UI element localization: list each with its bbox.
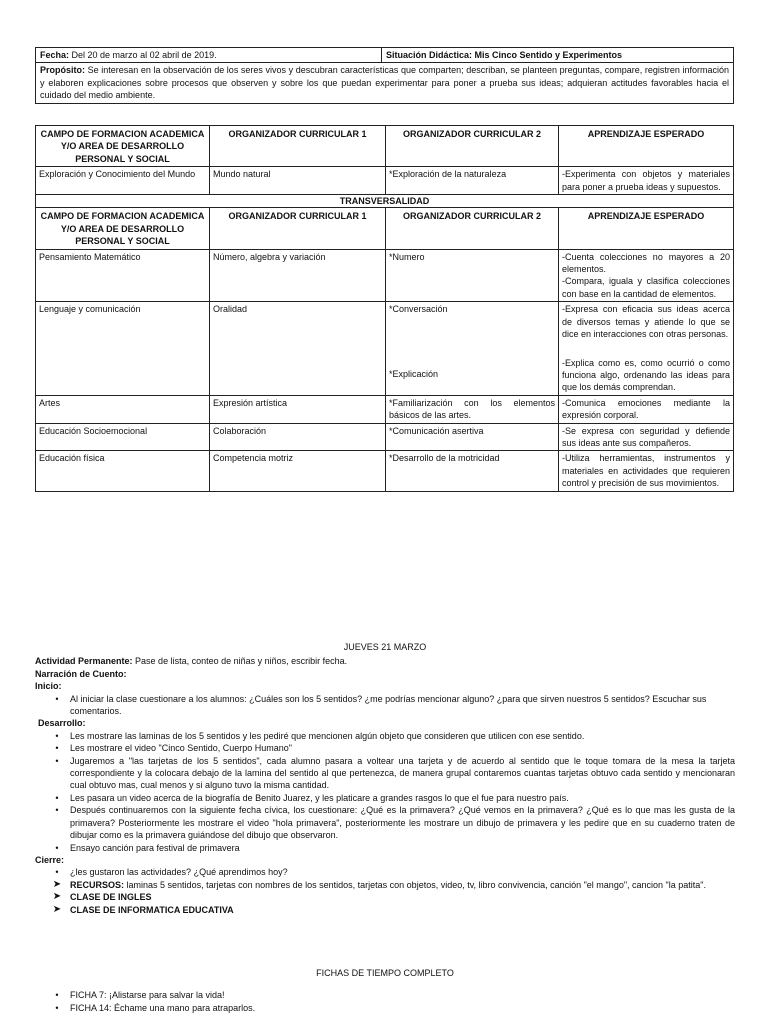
transversalidad-row xyxy=(36,195,734,208)
fecha-cell xyxy=(36,48,382,63)
bullet-dot-icon: • xyxy=(55,990,59,1001)
table-header-row xyxy=(36,208,734,249)
bullet-dot-icon: • xyxy=(55,792,59,803)
aprendizaje-cell: -Comunica emociones mediante la expresión corporal. xyxy=(559,395,734,423)
narracion-label: Narración de Cuento: xyxy=(35,668,127,679)
list-item: • Ensayo canción para festival de primavera xyxy=(35,842,735,854)
organizador2-cell: *Comunicación asertiva xyxy=(386,423,559,451)
table-row xyxy=(36,423,734,451)
bullet-dot-icon: • xyxy=(55,805,59,816)
aprendizaje-text: -Expresa con eficacia sus ideas acerca de diversos temas y atiende lo que se dice en interacciones con otras personas. xyxy=(562,304,730,340)
arrow-bullet-icon: ➤ xyxy=(52,878,62,890)
aprendizaje-text: -Compara, iguala y clasifica colecciones con base en la cantidad de elementos. xyxy=(562,276,730,299)
header-campo: CAMPO DE FORMACION ACADEMICA Y/O AREA DE DESARROLLO PERSONAL Y SOCIAL xyxy=(36,208,210,249)
cierre-list xyxy=(35,866,735,916)
header-organizador-2: ORGANIZADOR CURRICULAR 2 xyxy=(386,126,559,167)
campo-cell: Educación Socioemocional xyxy=(36,423,210,451)
header-aprendizaje: APRENDIZAJE ESPERADO xyxy=(559,126,734,167)
desarrollo-label: Desarrollo: xyxy=(38,718,86,729)
aprendizaje-cell: -Se expresa con seguridad y defiende sus ideas ante sus compañeros. xyxy=(559,423,734,451)
fichas-title: FICHAS DE TIEMPO COMPLETO xyxy=(316,968,454,978)
organizador1-cell: Número, algebra y variación xyxy=(210,249,386,302)
arrow-bullet-icon: ➤ xyxy=(52,903,62,915)
list-item: • Les pasara un video acerca de la biografía de Benito Juarez, y les platicare a grandes rasgos lo que el fue para nuestro país. xyxy=(35,792,735,804)
organizador1-cell: Expresión artística xyxy=(210,395,386,423)
list-item: • FICHA 7: ¡Alistarse para salvar la vida! xyxy=(35,989,735,1001)
day-heading: JUEVES 21 MARZO xyxy=(343,642,427,652)
list-item: • Les mostrare el video "Cinco Sentido, Cuerpo Humano" xyxy=(35,742,735,754)
table-row xyxy=(36,167,734,195)
permanente-text: Pase de lista, conteo de niñas y niños, escribir fecha. xyxy=(135,656,348,667)
aprendizaje-cell: -Utiliza herramientas, instrumentos y materiales en actividades que requieren control y precisión de sus movimientos. xyxy=(559,451,734,491)
aprendizaje-text: -Explica como es, como ocurrió o como funciona algo, ordenando las ideas para que los demás comprendan. xyxy=(562,357,730,393)
header-table xyxy=(35,47,734,104)
proposito-text: Se interesan en la observación de los seres vivos y descubran características que comparten; describan, se planteen preguntas, compare, registren información y elaboren explicaciones sobre procesos que observen y sobre los que puedan experimentar para poner a prueba sus ideas; adquieran actitudes favorables hacia el cuidado del medio ambiente. xyxy=(40,65,729,101)
proposito-cell xyxy=(36,63,734,103)
list-item: • Después continuaremos con la siguiente fecha cívica, los cuestionare: ¿Qué es la primavera? ¿Qué vemos en la primavera? ¿Qué es lo que mas les gusta de la primavera? Posteriormente les mostrare el video "hola primavera", posteriormente les mostrare un dibujo de primavera y les pedire que en su cuaderno traten de dibujar como es la primavera guiándose del dibujo que observaron. xyxy=(35,804,735,841)
aprendizaje-cell xyxy=(559,249,734,302)
campo-cell: Exploración y Conocimiento del Mundo xyxy=(36,167,210,195)
curriculum-table xyxy=(35,125,734,492)
bullet-dot-icon: • xyxy=(55,743,59,754)
header-organizador-1: ORGANIZADOR CURRICULAR 1 xyxy=(210,208,386,249)
day-plan xyxy=(35,641,735,916)
bullet-dot-icon: • xyxy=(55,842,59,853)
inicio-label: Inicio: xyxy=(35,681,62,692)
table-header-row xyxy=(36,126,734,167)
inicio-list xyxy=(35,693,735,718)
table-row xyxy=(36,451,734,491)
organizador1-cell: Oralidad xyxy=(210,302,386,395)
header-organizador-1: ORGANIZADOR CURRICULAR 1 xyxy=(210,126,386,167)
arrow-bullet-icon: ➤ xyxy=(52,891,62,903)
situacion-didactica: Situación Didáctica: Mis Cinco Sentido y Experimentos xyxy=(386,50,623,60)
bullet-dot-icon: • xyxy=(55,755,59,766)
list-item: • Jugaremos a "las tarjetas de los 5 sentidos", cada alumno pasara a voltear una tarjeta y de acuerdo al sentido que le toque tomara de la mesa la tarjeta correspondiente y la colocara debajo de la lamina del sentido al que pertenezca, de manera grupal contaremos cuantas tarjetas obtuvo cada sentido y mencionaran cual obtuvo mas, cual menos y si alguno tuvo la misma cantidad. xyxy=(35,755,735,792)
aprendizaje-cell: -Experimenta con objetos y materiales para poner a prueba ideas y supuestos. xyxy=(559,167,734,195)
organizador1-cell: Colaboración xyxy=(210,423,386,451)
aprendizaje-text: -Cuenta colecciones no mayores a 20 elementos. xyxy=(562,251,730,275)
bullet-dot-icon: • xyxy=(55,693,59,704)
header-aprendizaje: APRENDIZAJE ESPERADO xyxy=(559,208,734,249)
fecha-label: Fecha: xyxy=(40,50,70,60)
organizador2-cell: *Exploración de la naturaleza xyxy=(386,167,559,195)
organizador2-text: *Explicación xyxy=(389,368,439,379)
organizador1-cell: Competencia motriz xyxy=(210,451,386,491)
campo-cell: Artes xyxy=(36,395,210,423)
ingles-item: ➤ CLASE DE INGLES xyxy=(52,891,152,903)
informatica-item: ➤ CLASE DE INFORMATICA EDUCATIVA xyxy=(52,903,234,915)
header-campo: CAMPO DE FORMACION ACADEMICA Y/O AREA DE DESARROLLO PERSONAL Y SOCIAL xyxy=(36,126,210,167)
transversalidad-title: TRANSVERSALIDAD xyxy=(36,195,734,208)
aprendizaje-cell xyxy=(559,302,734,395)
list-item: • FICHA 14: Échame una mano para atraparlos. xyxy=(35,1002,735,1014)
organizador2-cell xyxy=(386,302,559,395)
list-item: • ¿les gustaron las actividades? ¿Qué aprendimos hoy? xyxy=(35,866,735,878)
table-row xyxy=(36,249,734,302)
list-item: • Les mostrare las laminas de los 5 sentidos y les pediré que mencionen algún objeto que consideren que utilicen con ese sentido. xyxy=(35,730,735,742)
actividad-permanente xyxy=(35,655,735,667)
table-row xyxy=(36,395,734,423)
campo-cell: Educación física xyxy=(36,451,210,491)
organizador2-text: *Conversación xyxy=(389,304,448,315)
bullet-dot-icon: • xyxy=(55,1002,59,1013)
header-organizador-2: ORGANIZADOR CURRICULAR 2 xyxy=(386,208,559,249)
proposito-label: Propósito: xyxy=(40,65,85,76)
organizador2-cell: *Familiarización con los elementos básicos de las artes. xyxy=(386,395,559,423)
table-row xyxy=(36,302,734,395)
permanente-label: Actividad Permanente: xyxy=(35,656,133,667)
recursos-item: ➤ RECURSOS: laminas 5 sentidos, tarjetas con nombres de los sentidos, tarjetas con objetos, video, tv, libro convivencia, canción "el mango", cancion "la patita". xyxy=(52,878,706,890)
bullet-dot-icon: • xyxy=(55,730,59,741)
campo-cell: Lenguaje y comunicación xyxy=(36,302,210,395)
list-item: • Al iniciar la clase cuestionare a los alumnos: ¿Cuáles son los 5 sentidos? ¿me podrías mencionar alguno? ¿para que sirven nuestros 5 sentidos? Escuchar sus comentarios. xyxy=(35,693,735,718)
organizador2-cell: *Numero xyxy=(386,249,559,302)
organizador2-cell: *Desarrollo de la motricidad xyxy=(386,451,559,491)
bullet-dot-icon: • xyxy=(55,867,59,878)
fichas-section xyxy=(35,967,735,1014)
cierre-label: Cierre: xyxy=(35,854,65,865)
desarrollo-list xyxy=(35,730,735,854)
fecha-value: Del 20 de marzo al 02 abril de 2019. xyxy=(71,50,217,60)
fichas-list xyxy=(35,989,735,1014)
campo-cell: Pensamiento Matemático xyxy=(36,249,210,302)
situacion-cell xyxy=(382,48,734,63)
organizador1-cell: Mundo natural xyxy=(210,167,386,195)
